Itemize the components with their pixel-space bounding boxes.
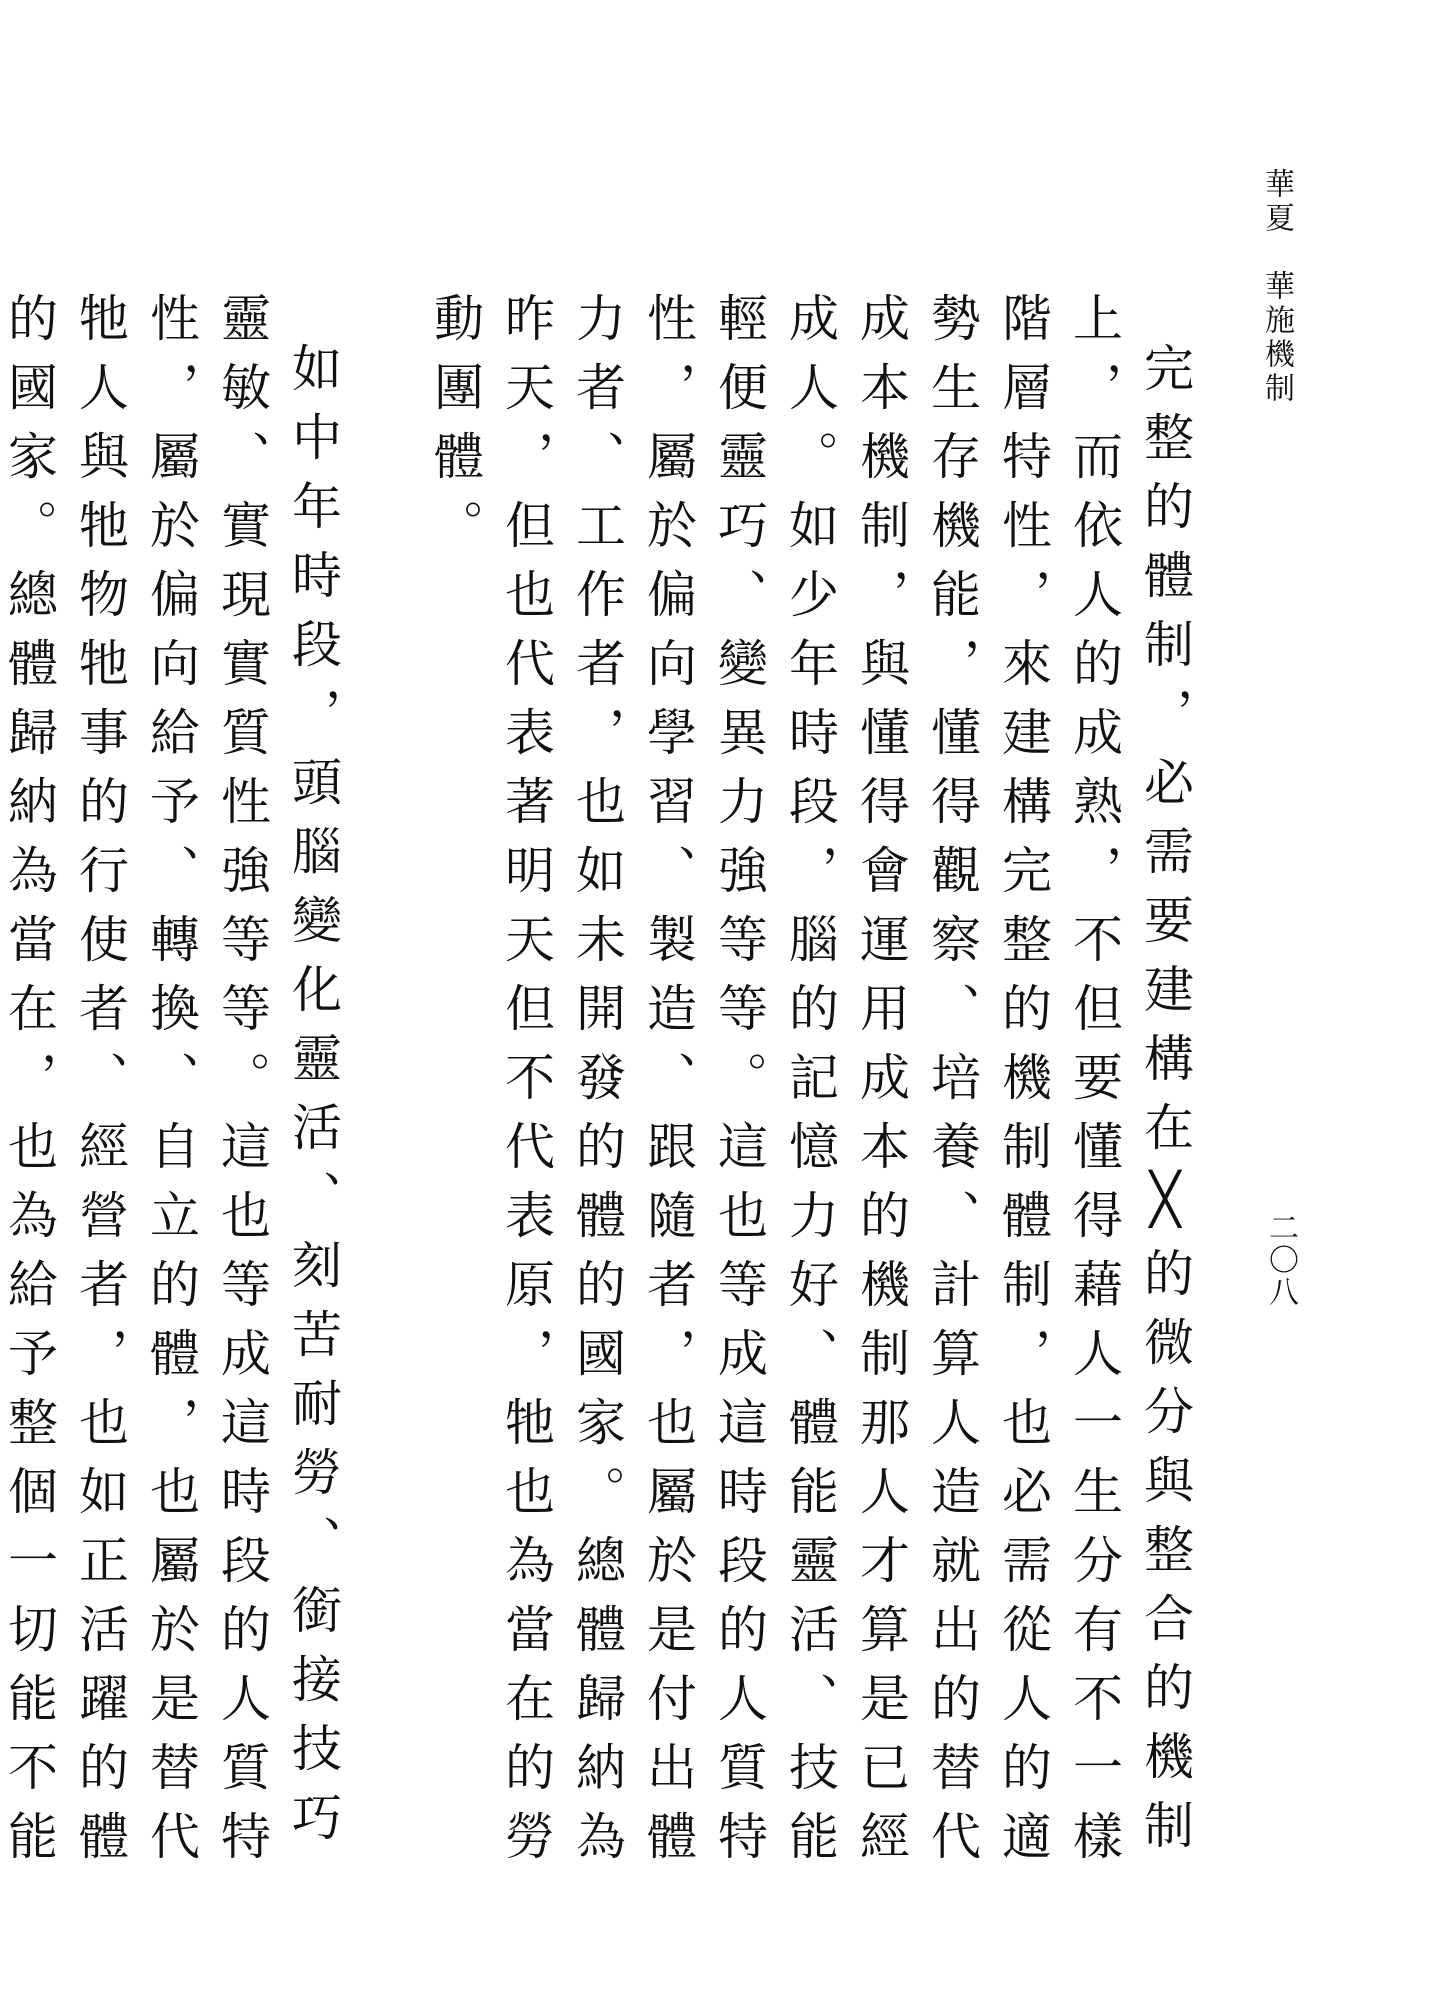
paragraph-youth: 完整的體制，必需要建構在╳的微分與整合的機制上，而依人的成熟，不但要懂得藉人一生分有不一樣階層特性，來建構完整的機制體制，也必需從人的適勢生存機能，懂得觀察、培養、計算人造就出的替代成本機制，與懂得會運用成本的機制那人才算是已經成人。如少年時段，腦的記憶力好、體能靈活、技能輕便靈巧、變異力強等等。這也等成這時段的人質特性，屬於偏向學習、製造、跟隨者，也屬於是付出體力者、工作者，也如未開發的體的國家。總體歸納為昨天，但也代表著明天但不代表原，牠也為當在的勞動團體。 [426, 292, 1194, 1879]
paragraph-middle-age: 如中年時段，頭腦變化靈活、刻苦耐勞、銜接技巧靈敏、實現實質性強等等。這也等成這時段的人質特性，屬於偏向給予、轉換、自立的體，也屬於是替代牠人與牠物牠事的行使者、經營者，也如正活躍的體的國家。總體歸納為當在，也為給予整個一切能不能 [0, 292, 342, 1879]
body-text [0, 292, 1200, 1892]
running-head-title: 華夏 華施機制 [1259, 168, 1294, 406]
page-number: 二〇八 [1263, 1212, 1298, 1308]
